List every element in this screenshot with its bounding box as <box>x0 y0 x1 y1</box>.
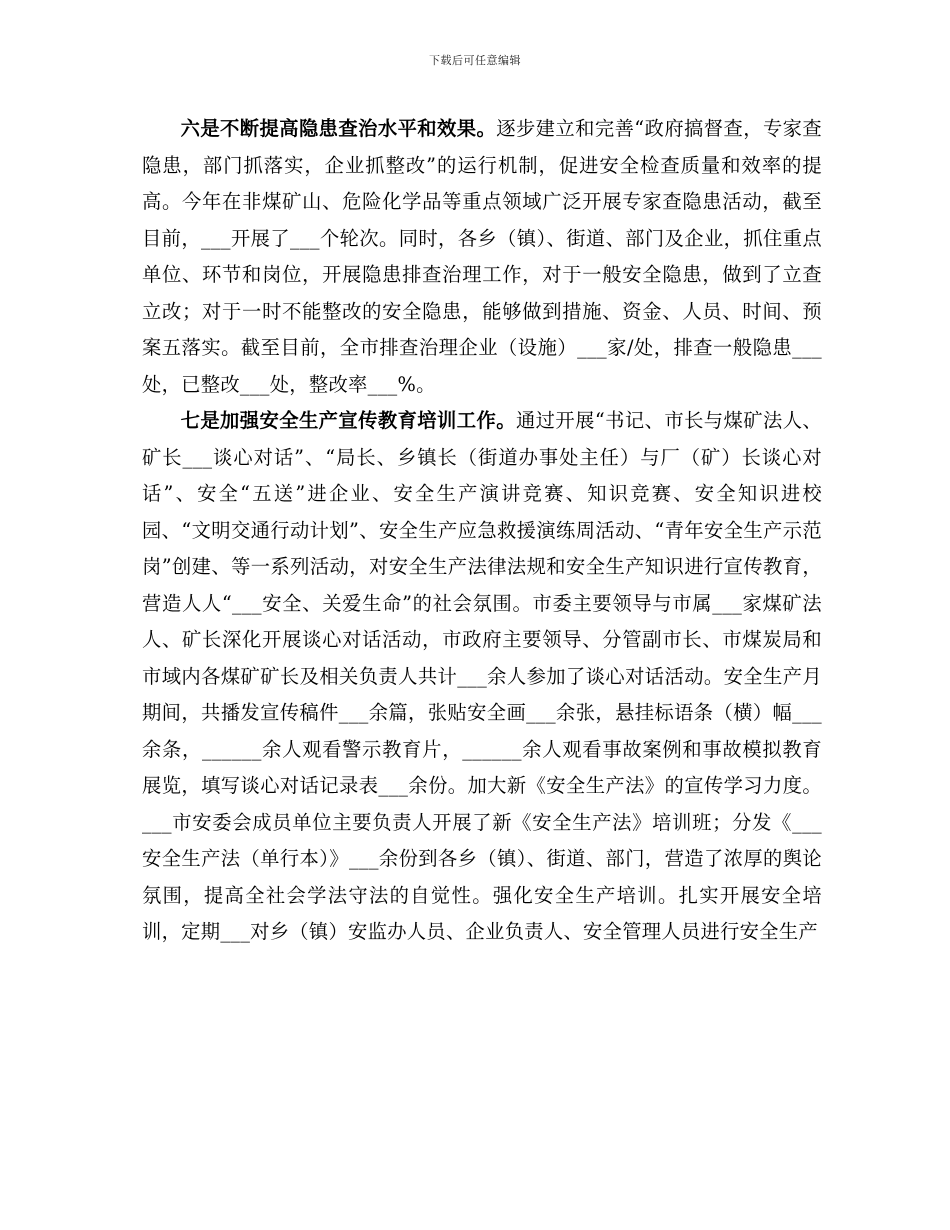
paragraph-six-lead: 六是不断提高隐患查治水平和效果。 <box>180 117 497 140</box>
paragraph-six-body: 逐步建立和完善“政府搞督查，专家查隐患，部门抓落实，企业抓整改”的运行机制，促进安全检查质量和效率的提高。今年在非煤矿山、危险化学品等重点领域广泛开展专家查隐患活动，截至目前，___开展了___个轮次。同时，各乡（镇）、街道、部门及企业，抓住重点单位、环节和岗位，开展隐患排查治理工作，对于一般安全隐患，做到了立查立改；对于一时不能整改的安全隐患，能够做到措施、资金、人员、时间、预案五落实。截至目前，全市排查治理企业（设施）___家/处，排查一般隐患___处，已整改___处，整改率___%。 <box>142 117 822 396</box>
paragraph-seven <box>142 403 822 951</box>
paragraph-seven-lead: 七是加强安全生产宣传教育培训工作。 <box>180 409 516 432</box>
paragraph-seven-body: 通过开展“书记、市长与煤矿法人、矿长___谈心对话”、“局长、乡镇长（街道办事处主任）与厂（矿）长谈心对话”、安全“五送”进企业、安全生产演讲竞赛、知识竞赛、安全知识进校园、“文明交通行动计划”、安全生产应急救援演练周活动、“青年安全生产示范岗”创建、等一系列活动，对安全生产法律法规和安全生产知识进行宣传教育，营造人人“___安全、关爱生命”的社会氛围。市委主要领导与市属___家煤矿法人、矿长深化开展谈心对话活动，市政府主要领导、分管副市长、市煤炭局和市域内各煤矿矿长及相关负责人共计___余人参加了谈心对话活动。安全生产月期间，共播发宣传稿件___余篇，张贴安全画___余张，悬挂标语条（横）幅___余条，______余人观看警示教育片，______余人观看事故案例和事故模拟教育展览，填写谈心对话记录表___余份。加大新《安全生产法》的宣传学习力度。___市安委会成员单位主要负责人开展了新《安全生产法》培训班；分发《___安全生产法（单行本）》___余份到各乡（镇）、街道、部门，营造了浓厚的舆论氛围，提高全社会学法守法的自觉性。强化安全生产培训。扎实开展安全培训，定期___对乡（镇）安监办人员、企业负责人、安全管理人员进行安全生产 <box>142 409 823 943</box>
document-body <box>142 111 822 951</box>
paragraph-six <box>142 111 822 403</box>
page-header-note: 下载后可任意编辑 <box>429 54 521 67</box>
